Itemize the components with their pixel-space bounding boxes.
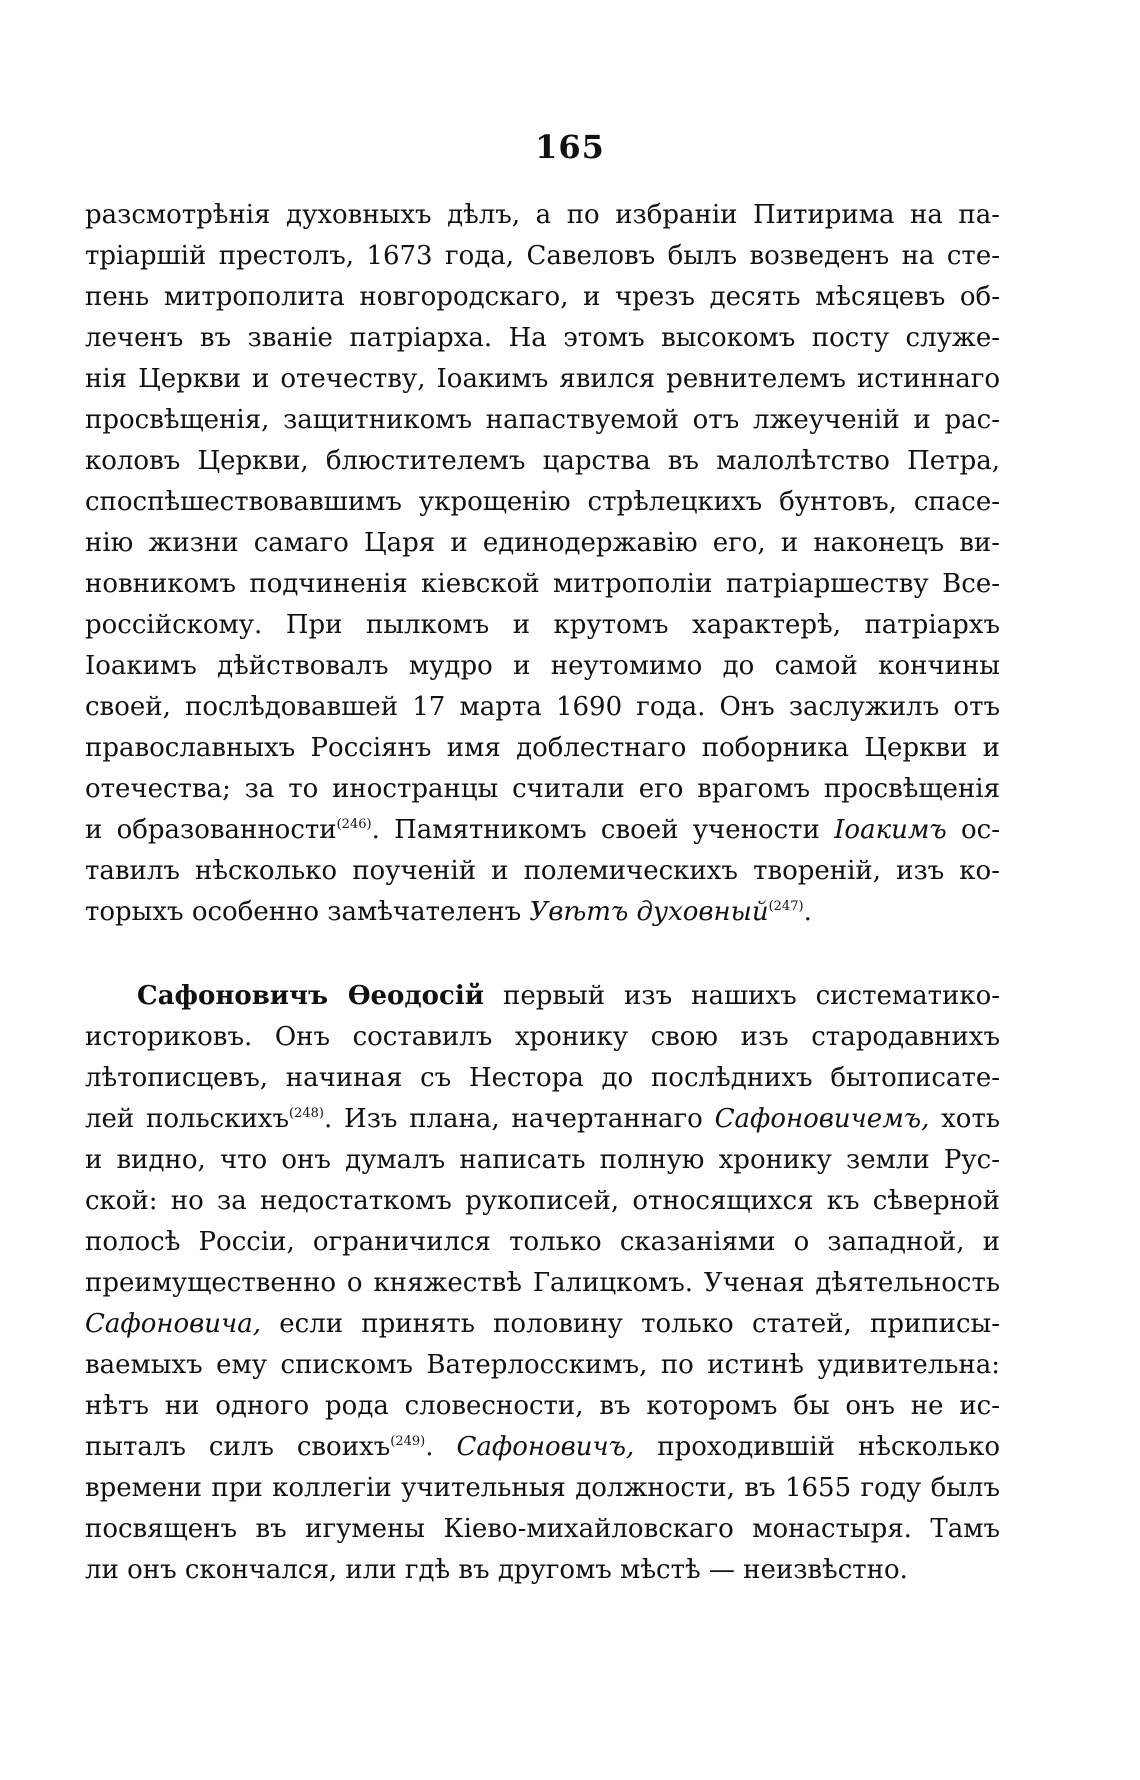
text-line: тавилъ нѣсколько поученій и полемическихъ твореній, изъ ко- (85, 856, 1000, 886)
text-line (85, 1427, 1000, 1468)
italic-name: Сафоновичъ, (456, 1432, 635, 1462)
text-line (85, 892, 1000, 933)
text-line: ли онъ скончался, или гдѣ въ другомъ мѣстѣ — неизвѣстно. (85, 1555, 908, 1585)
text-line: посвященъ въ игумены Кіево-михайловскаго монастыря. Тамъ (85, 1514, 1000, 1544)
text-line: пень митрополита новгородскаго, и чрезъ десять мѣсяцевъ об- (85, 282, 1000, 312)
text-line: историковъ. Онъ составилъ хронику свою изъ стародавнихъ (85, 1022, 1000, 1052)
text-line: просвѣщенія, защитникомъ напаствуемой отъ лжеученій и рас- (85, 405, 1000, 435)
text-segment: . (803, 897, 812, 927)
text-segment: первый изъ нашихъ систематико- (503, 981, 1000, 1011)
text-line: и видно, что онъ думалъ написать полную хронику земли Рус- (85, 1145, 1000, 1175)
text-line: леченъ въ званіе патріарха. На этомъ высокомъ посту служе- (85, 323, 1000, 353)
text-segment: хоть (941, 1104, 1000, 1134)
text-line: нія Церкви и отечеству, Іоакимъ явился ревнителемъ истиннаго (85, 364, 1000, 394)
text-line: своей, послѣдовавшей 17 марта 1690 года. Онъ заслужилъ отъ (85, 692, 1000, 722)
text-line: и образованности$^{(246)}$. Памятникомъ своей учености Іоакимъ ос- (85, 815, 1000, 845)
paragraph-safonovich (85, 976, 1000, 1591)
text-segment: . (425, 1432, 434, 1462)
text-line (85, 1304, 1000, 1345)
italic-title: Увѣтъ духовный (529, 897, 769, 927)
footnote-ref-248: (248) (289, 1106, 324, 1121)
text-line: лѣтописцевъ, начиная съ Нестора до послѣднихъ бытописате- (85, 1063, 1000, 1093)
page-number: 165 (535, 128, 605, 166)
text-segment: торыхъ особенно замѣчателенъ (85, 897, 522, 927)
text-line (85, 976, 1000, 1017)
text-line: православныхъ Россіянъ имя доблестнаго поборника Церкви и (85, 733, 1000, 763)
text-line: тріаршій престолъ, 1673 года, Савеловъ былъ возведенъ на сте- (85, 241, 1000, 271)
text-line: времени при коллегіи учительныя должности, въ 1655 году былъ (85, 1473, 1000, 1503)
bold-heading-name: Сафоновичъ Ѳеодосій (137, 981, 485, 1011)
text-line: новникомъ подчиненія кіевской митрополіи патріаршеству Все- (85, 569, 1000, 599)
italic-name: Сафоновича, (85, 1309, 261, 1339)
text-line: преимущественно о княжествѣ Галицкомъ. Ученая дѣятельность (85, 1268, 1000, 1298)
text-line: россійскому. При пылкомъ и крутомъ характерѣ, патріархъ (85, 610, 1000, 640)
footnote-ref-246: (246) (336, 817, 372, 832)
text-line: споспѣшествовавшимъ укрощенію стрѣлецкихъ бунтовъ, спасе- (85, 487, 1000, 517)
text-line: ской: но за недостаткомъ рукописей, относящихся къ сѣверной (85, 1186, 1000, 1216)
italic-name: Сафоновичемъ, (714, 1104, 930, 1134)
text-line: ваемыхъ ему спискомъ Ватерлосскимъ, по истинѣ удивительна: (85, 1350, 1000, 1380)
italic-name: Іоакимъ (834, 815, 947, 845)
text-segment: Памятникомъ своей учености (394, 815, 820, 845)
text-line: отечества; за то иностранцы считали его врагомъ просвѣщенія (85, 774, 1000, 804)
footnote-ref-247: (247) (768, 899, 804, 914)
text-line: нѣтъ ни одного рода словесности, въ которомъ бы онъ не ис- (85, 1391, 1000, 1421)
text-line (85, 1099, 1000, 1140)
text-segment: ос- (961, 815, 1000, 845)
text-line: коловъ Церкви, блюстителемъ царства въ малолѣтство Петра, (85, 446, 1000, 476)
text-line: нію жизни самаго Царя и единодержавію его, и наконецъ ви- (85, 528, 1000, 558)
text-segment: если принять половину только статей, приписы- (279, 1309, 1000, 1339)
text-line: Іоакимъ дѣйствовалъ мудро и неутомимо до самой кончины (85, 651, 1000, 681)
text-segment: . Изъ плана, начертаннаго (323, 1104, 703, 1134)
text-line: разсмотрѣнія духовныхъ дѣлъ, а по избраніи Питирима на па- (85, 200, 1000, 230)
text-line: полосѣ Россіи, ограничился только сказаніями о западной, и (85, 1227, 1000, 1257)
footnote-ref-249: (249) (390, 1434, 426, 1449)
text-segment: и образованности (85, 815, 337, 845)
text-segment: лей польскихъ (85, 1104, 290, 1134)
paragraph-ioakim (85, 195, 1000, 933)
text-segment: пыталъ силъ своихъ (85, 1432, 391, 1462)
text-segment: проходившій нѣсколько (657, 1432, 1000, 1462)
